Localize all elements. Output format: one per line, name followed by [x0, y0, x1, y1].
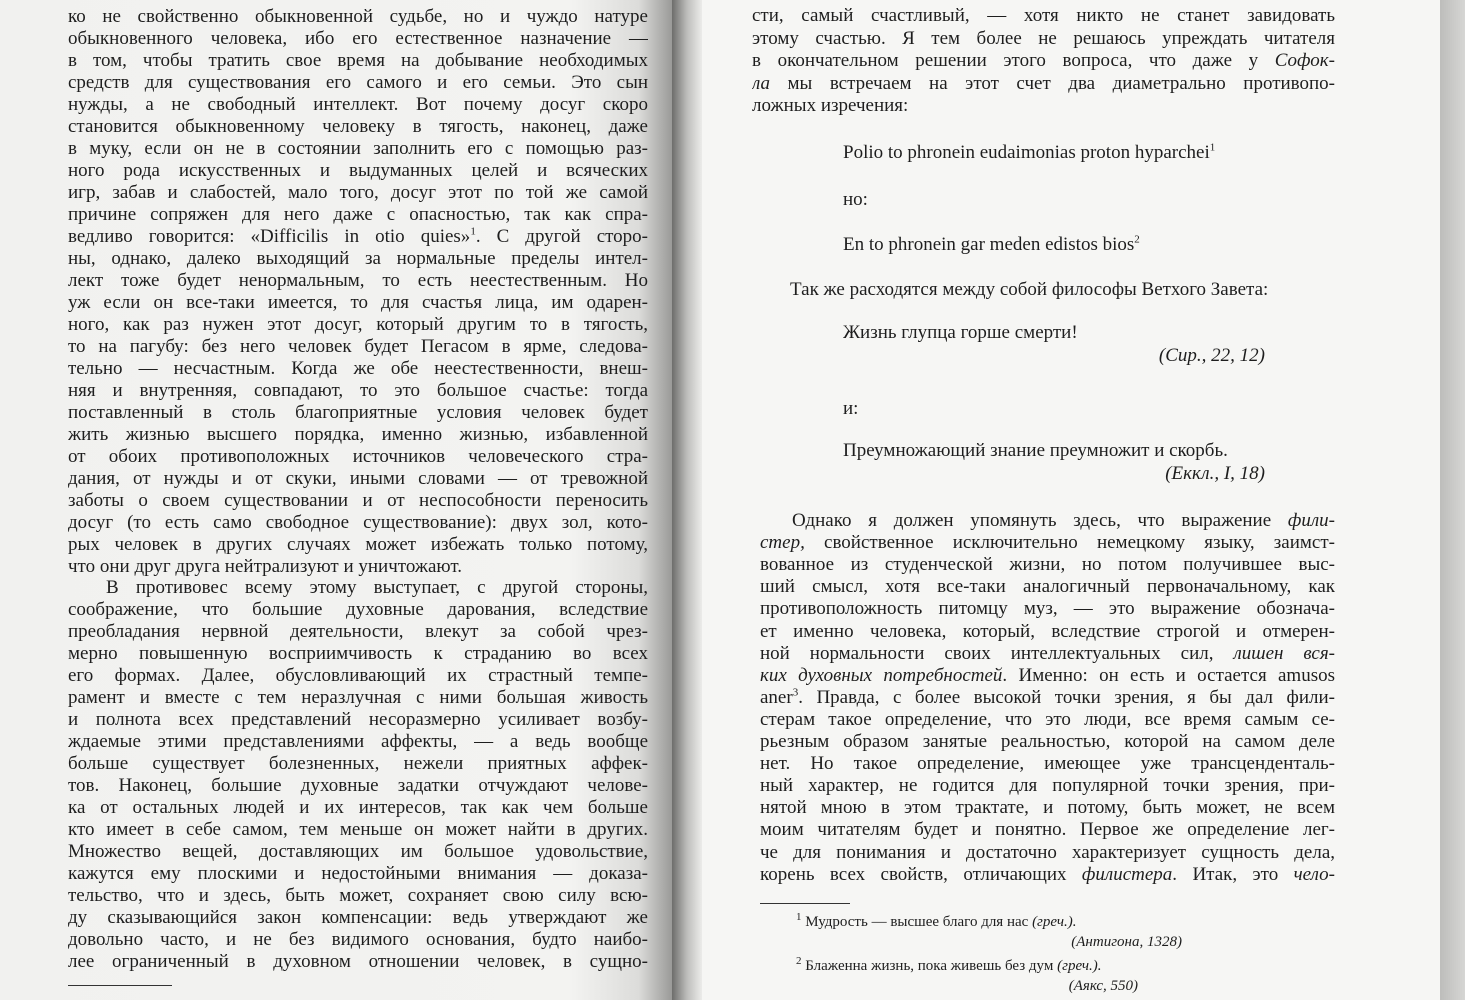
emphasis-text: фили- — [1287, 510, 1335, 531]
text-line — [760, 553, 1335, 577]
text-segment: моим читателям будет и понятно. Первое же определение лег- — [760, 819, 1335, 841]
greek-quote-1 — [843, 141, 1215, 165]
footnote-rule-right — [760, 903, 850, 904]
text-segment: тельно — несчастным. Когда же обе неестественности, внеш- — [68, 357, 648, 379]
text-line — [68, 313, 648, 337]
text-line — [760, 642, 1335, 666]
text-segment: лект тоже будет ненормальным, то есть неестественным. Но — [68, 269, 648, 291]
footnote-2 — [796, 956, 1102, 976]
conjunction-and: и: — [843, 398, 859, 419]
footnote-text: Блаженна жизнь, пока живешь без дум — [805, 958, 1058, 974]
text-segment: ду сказывающийся закон компенсации: ведь утверждают же — [68, 907, 648, 929]
text-segment: ка от остальных людей и их интересов, так как чем больше — [68, 797, 648, 819]
text-segment: рых человек в других случаях может избежать только потому, — [68, 533, 648, 555]
text-line — [760, 708, 1335, 732]
text-line — [760, 531, 1335, 555]
text-line — [68, 5, 648, 29]
text-line — [68, 620, 648, 644]
text-segment: свойственное исключительно немецкому языку, заимст- — [804, 532, 1335, 554]
footnote-lang: (греч.). — [1032, 914, 1077, 930]
text-segment: рамент и вместе с тем неразлучная с ними большая живость — [68, 687, 648, 709]
text-segment: заботы о своем существовании и от неспособности переносить — [68, 489, 648, 511]
text-segment: стерам такое определение, что это люди, все время самым се- — [760, 708, 1335, 730]
text-line — [760, 818, 1335, 842]
text-segment: и полнота всех представлений несоразмерно усиливает возбу- — [68, 709, 648, 731]
text-segment: дания, от нужды и от скуки, иными словами — от тревожной — [68, 467, 648, 489]
greek-quote-2 — [843, 233, 1140, 257]
text-line — [68, 840, 648, 864]
text-line — [68, 686, 648, 710]
text-segment: поставленный в столь благоприятные условия человек будет — [68, 401, 648, 423]
emphasis-text: филистера — [1081, 863, 1173, 885]
text-line — [760, 796, 1335, 820]
text-line — [68, 928, 648, 952]
text-line — [68, 489, 648, 513]
text-line — [68, 796, 648, 820]
text-line — [68, 752, 648, 776]
text-line — [106, 576, 648, 600]
text-line — [68, 401, 648, 425]
text-line — [752, 49, 1335, 73]
text-segment: нет. Но такое определение, имеющее уже трансценденталь- — [760, 753, 1335, 775]
text-line — [68, 27, 648, 51]
text-line — [68, 884, 648, 908]
text-line — [68, 708, 648, 732]
text-segment: кажутся ему плоскими и недостойными внимания — доказа- — [68, 863, 648, 885]
text-segment: мы встречаем на этот счет два диаметрально противопо- — [770, 72, 1335, 94]
text-segment: aner — [760, 686, 793, 708]
text-line — [68, 71, 648, 95]
text-line — [68, 203, 648, 227]
text-segment: преобладания нервной деятельности, влекут за собой чрез- — [68, 621, 648, 643]
text-segment: В противовес всему этому выступает, с другой стороны, — [106, 577, 648, 599]
text-segment: его формах. Далее, обусловливающий их страстный темпе- — [68, 665, 648, 687]
text-line — [68, 862, 648, 886]
quote-3: Жизнь глупца горше смерти! — [843, 322, 1078, 343]
text-line — [68, 137, 648, 161]
text-line — [68, 730, 648, 754]
text-line — [68, 335, 648, 359]
text-segment: тов. Наконец, большие духовные задатки отчуждают челове- — [68, 775, 648, 797]
text-line — [760, 752, 1335, 776]
text-segment: этому счастью. Я тем более не решаюсь упреждать читателя — [752, 27, 1335, 49]
footnote-text: Мудрость — высшее благо для нас — [805, 914, 1033, 930]
footnote-number: 2 — [796, 955, 802, 967]
text-segment: тельство, что и здесь, быть может, сохраняет свою силу всю- — [68, 885, 648, 907]
text-line — [752, 27, 1335, 51]
text-line — [752, 94, 1335, 118]
text-line — [68, 247, 648, 271]
text-line — [760, 841, 1335, 865]
text-line — [68, 357, 648, 381]
text-segment: . Итак, это — [1172, 863, 1294, 885]
philosophers-line: Так же расходятся между собой философы Ветхого Завета: — [790, 279, 1269, 300]
text-line — [68, 225, 648, 249]
text-segment: кто имеет в себе самом, тем меньше он может найти в других. — [68, 819, 648, 841]
text-segment: вованное из студенческой жизни, но потом получившее выс- — [760, 554, 1335, 576]
text-segment: противоположность питомцу муз, — это выражение обознача- — [760, 598, 1335, 620]
text-line — [752, 72, 1335, 96]
text-segment: соображение, что большие духовные дарования, вследствие — [68, 599, 648, 621]
text-line — [68, 159, 648, 183]
text-line — [68, 93, 648, 117]
text-line — [68, 181, 648, 205]
footnote-ref: 1 — [470, 225, 476, 238]
text-segment: лее ограниченный в духовном отношении человек, в сущно- — [68, 951, 648, 973]
emphasis-text: Софок- — [1274, 50, 1335, 72]
text-segment: ведливо говорится: «Difficilis in otio quies» — [68, 225, 471, 247]
text-line — [68, 555, 648, 579]
emphasis-text: ких духовных потребностей — [760, 664, 1003, 686]
text-line — [68, 511, 648, 535]
text-segment: ет именно человека, который, вследствие строгой и отмерен- — [760, 620, 1335, 642]
quote-text: Polio to phronein eudaimonias proton hyparchei — [843, 142, 1210, 163]
text-segment: нужды, а не свободный интеллект. Вот почему досуг скоро — [68, 93, 648, 115]
emphasis-text: стер, — [760, 532, 805, 554]
text-line — [68, 533, 648, 557]
text-segment: нятой мною в этом трактате, и потому, быть может, не всем — [760, 797, 1335, 819]
footnote-number: 1 — [796, 911, 802, 923]
text-line — [760, 664, 1335, 688]
text-line — [760, 686, 1335, 710]
text-segment: жить жизнью высшего порядка, именно жизнью, избавленной — [68, 423, 648, 445]
text-line — [760, 620, 1335, 644]
quote-4: Преумножающий знание преумножит и скорбь. — [843, 440, 1228, 461]
text-line — [68, 950, 648, 974]
text-segment: мерно повышенную восприимчивость к страданию во всех — [68, 643, 648, 665]
footnote-rule-left — [68, 985, 172, 986]
text-segment: довольно часто, и не без видимого основания, будто наибо- — [68, 929, 648, 951]
text-line — [68, 269, 648, 293]
footnote-1-source: (Антигона, 1328) — [1071, 934, 1182, 950]
text-line — [760, 575, 1335, 599]
text-segment: досуг (то есть само свободное существование): двух зол, кото- — [68, 511, 648, 533]
text-line — [68, 642, 648, 666]
text-line — [68, 664, 648, 688]
text-line — [792, 509, 1335, 533]
text-segment: . Правда, с более высокой точки зрения, я бы дал фили- — [798, 686, 1335, 708]
page-edge — [1440, 0, 1465, 1000]
quote-4-source: (Еккл., I, 18) — [1165, 463, 1265, 484]
text-line — [752, 4, 1335, 28]
conjunction-but: но: — [843, 189, 868, 210]
text-line — [68, 423, 648, 447]
text-line — [760, 863, 1335, 887]
text-segment: в том, чтобы тратить свое время на добывание необходимых — [68, 49, 648, 71]
text-segment: Однако я должен упомянуть здесь, что выражение — [792, 510, 1288, 531]
text-segment: становится обыкновенному человеку в тягость, наконец, даже — [68, 115, 648, 137]
emphasis-text: ла — [752, 72, 771, 94]
text-segment: . Именно: он есть и остается amusos — [1002, 664, 1335, 686]
text-segment: Множество вещей, доставляющих им большое удовольствие, — [68, 841, 648, 863]
text-segment: ного рода искусственных и выдуманных целей и всяческих — [68, 159, 648, 181]
text-line — [68, 774, 648, 798]
text-segment: ный характер, не годится для популярной точки зрения, при- — [760, 775, 1335, 797]
text-segment: от обоих противоположных источников человеческого стра- — [68, 445, 648, 467]
text-segment: ной нормальности своих интеллектуальных сил, — [760, 642, 1234, 664]
text-segment: ждаемые этими представлениями аффекты, — а ведь вообще — [68, 731, 648, 753]
quote-3-source: (Сир., 22, 12) — [1158, 345, 1265, 366]
quote-text: En to phronein gar meden edistos bios — [843, 234, 1135, 255]
text-segment: че для понимания и достаточно характеризует сущность дела, — [760, 841, 1335, 863]
emphasis-text: лишен вся- — [1233, 642, 1335, 664]
text-segment: ложных изречения: — [752, 95, 909, 117]
text-segment: сти, самый счастливый, — хотя никто не станет завидовать — [752, 5, 1335, 26]
text-segment: рьезным образом занятые реальностью, которой на самом деле — [760, 731, 1335, 752]
text-segment: в окончательном решении этого вопроса, что даже у — [752, 50, 1275, 72]
footnote-2-source: (Аякс, 550) — [1068, 978, 1138, 994]
text-segment: няя и внутренняя, совпадают, то это большое счастье: тогда — [68, 379, 648, 401]
text-line — [760, 774, 1335, 798]
text-segment: обыкновенного человека, ибо его естественное назначение — — [68, 27, 648, 49]
text-segment: в муку, если он не в состоянии заполнить его с помощью раз- — [68, 137, 648, 159]
text-line — [68, 49, 648, 73]
text-segment: ны, однако, далеко выходящий за нормальные пределы интел- — [68, 247, 648, 269]
footnote-ref: 2 — [1134, 233, 1140, 246]
footnote-lang: (греч.). — [1057, 958, 1102, 974]
text-line — [68, 445, 648, 469]
text-line — [68, 379, 648, 403]
text-segment: больше существует болезненных, нежели приятных аффек- — [68, 753, 648, 775]
text-segment: уж если он все-таки имеется, то для счастья лица, им одарен- — [68, 291, 648, 313]
text-segment: то на пагубу: без него человек будет Пегасом в ярме, следова- — [68, 335, 648, 357]
text-line — [760, 597, 1335, 621]
book-gutter — [672, 0, 702, 1000]
text-segment: причине сопряжен для него даже с опасностью, так как спра- — [68, 203, 648, 225]
text-segment: . С другой сторо- — [475, 225, 648, 247]
text-line — [68, 467, 648, 491]
text-line — [760, 730, 1335, 754]
text-segment: корень всех свойств, отличающих — [760, 863, 1082, 885]
text-segment: ного, как раз нужен этот досуг, который другим то в тягость, — [68, 313, 648, 335]
text-line — [68, 818, 648, 842]
emphasis-text: чело- — [1293, 863, 1335, 885]
footnote-ref: 1 — [1209, 141, 1216, 154]
text-segment: ший смысл, хотя все-таки аналогичный первоначальному, как — [760, 576, 1335, 598]
footnote-1 — [796, 912, 1077, 932]
text-line — [68, 906, 648, 930]
text-segment: что они друг друга нейтрализуют и уничтожают. — [68, 555, 462, 577]
text-segment: игр, забав и слабостей, мало того, досуг этот по той же самой — [68, 181, 648, 203]
text-segment: средств для существования его самого и его семьи. Это сын — [68, 71, 648, 93]
text-line — [68, 115, 648, 139]
text-line — [68, 291, 648, 315]
text-line — [68, 598, 648, 622]
text-segment: ко не свойственно обыкновенной судьбе, но и чуждо натуре — [68, 6, 648, 27]
footnote-ref: 3 — [792, 686, 799, 699]
